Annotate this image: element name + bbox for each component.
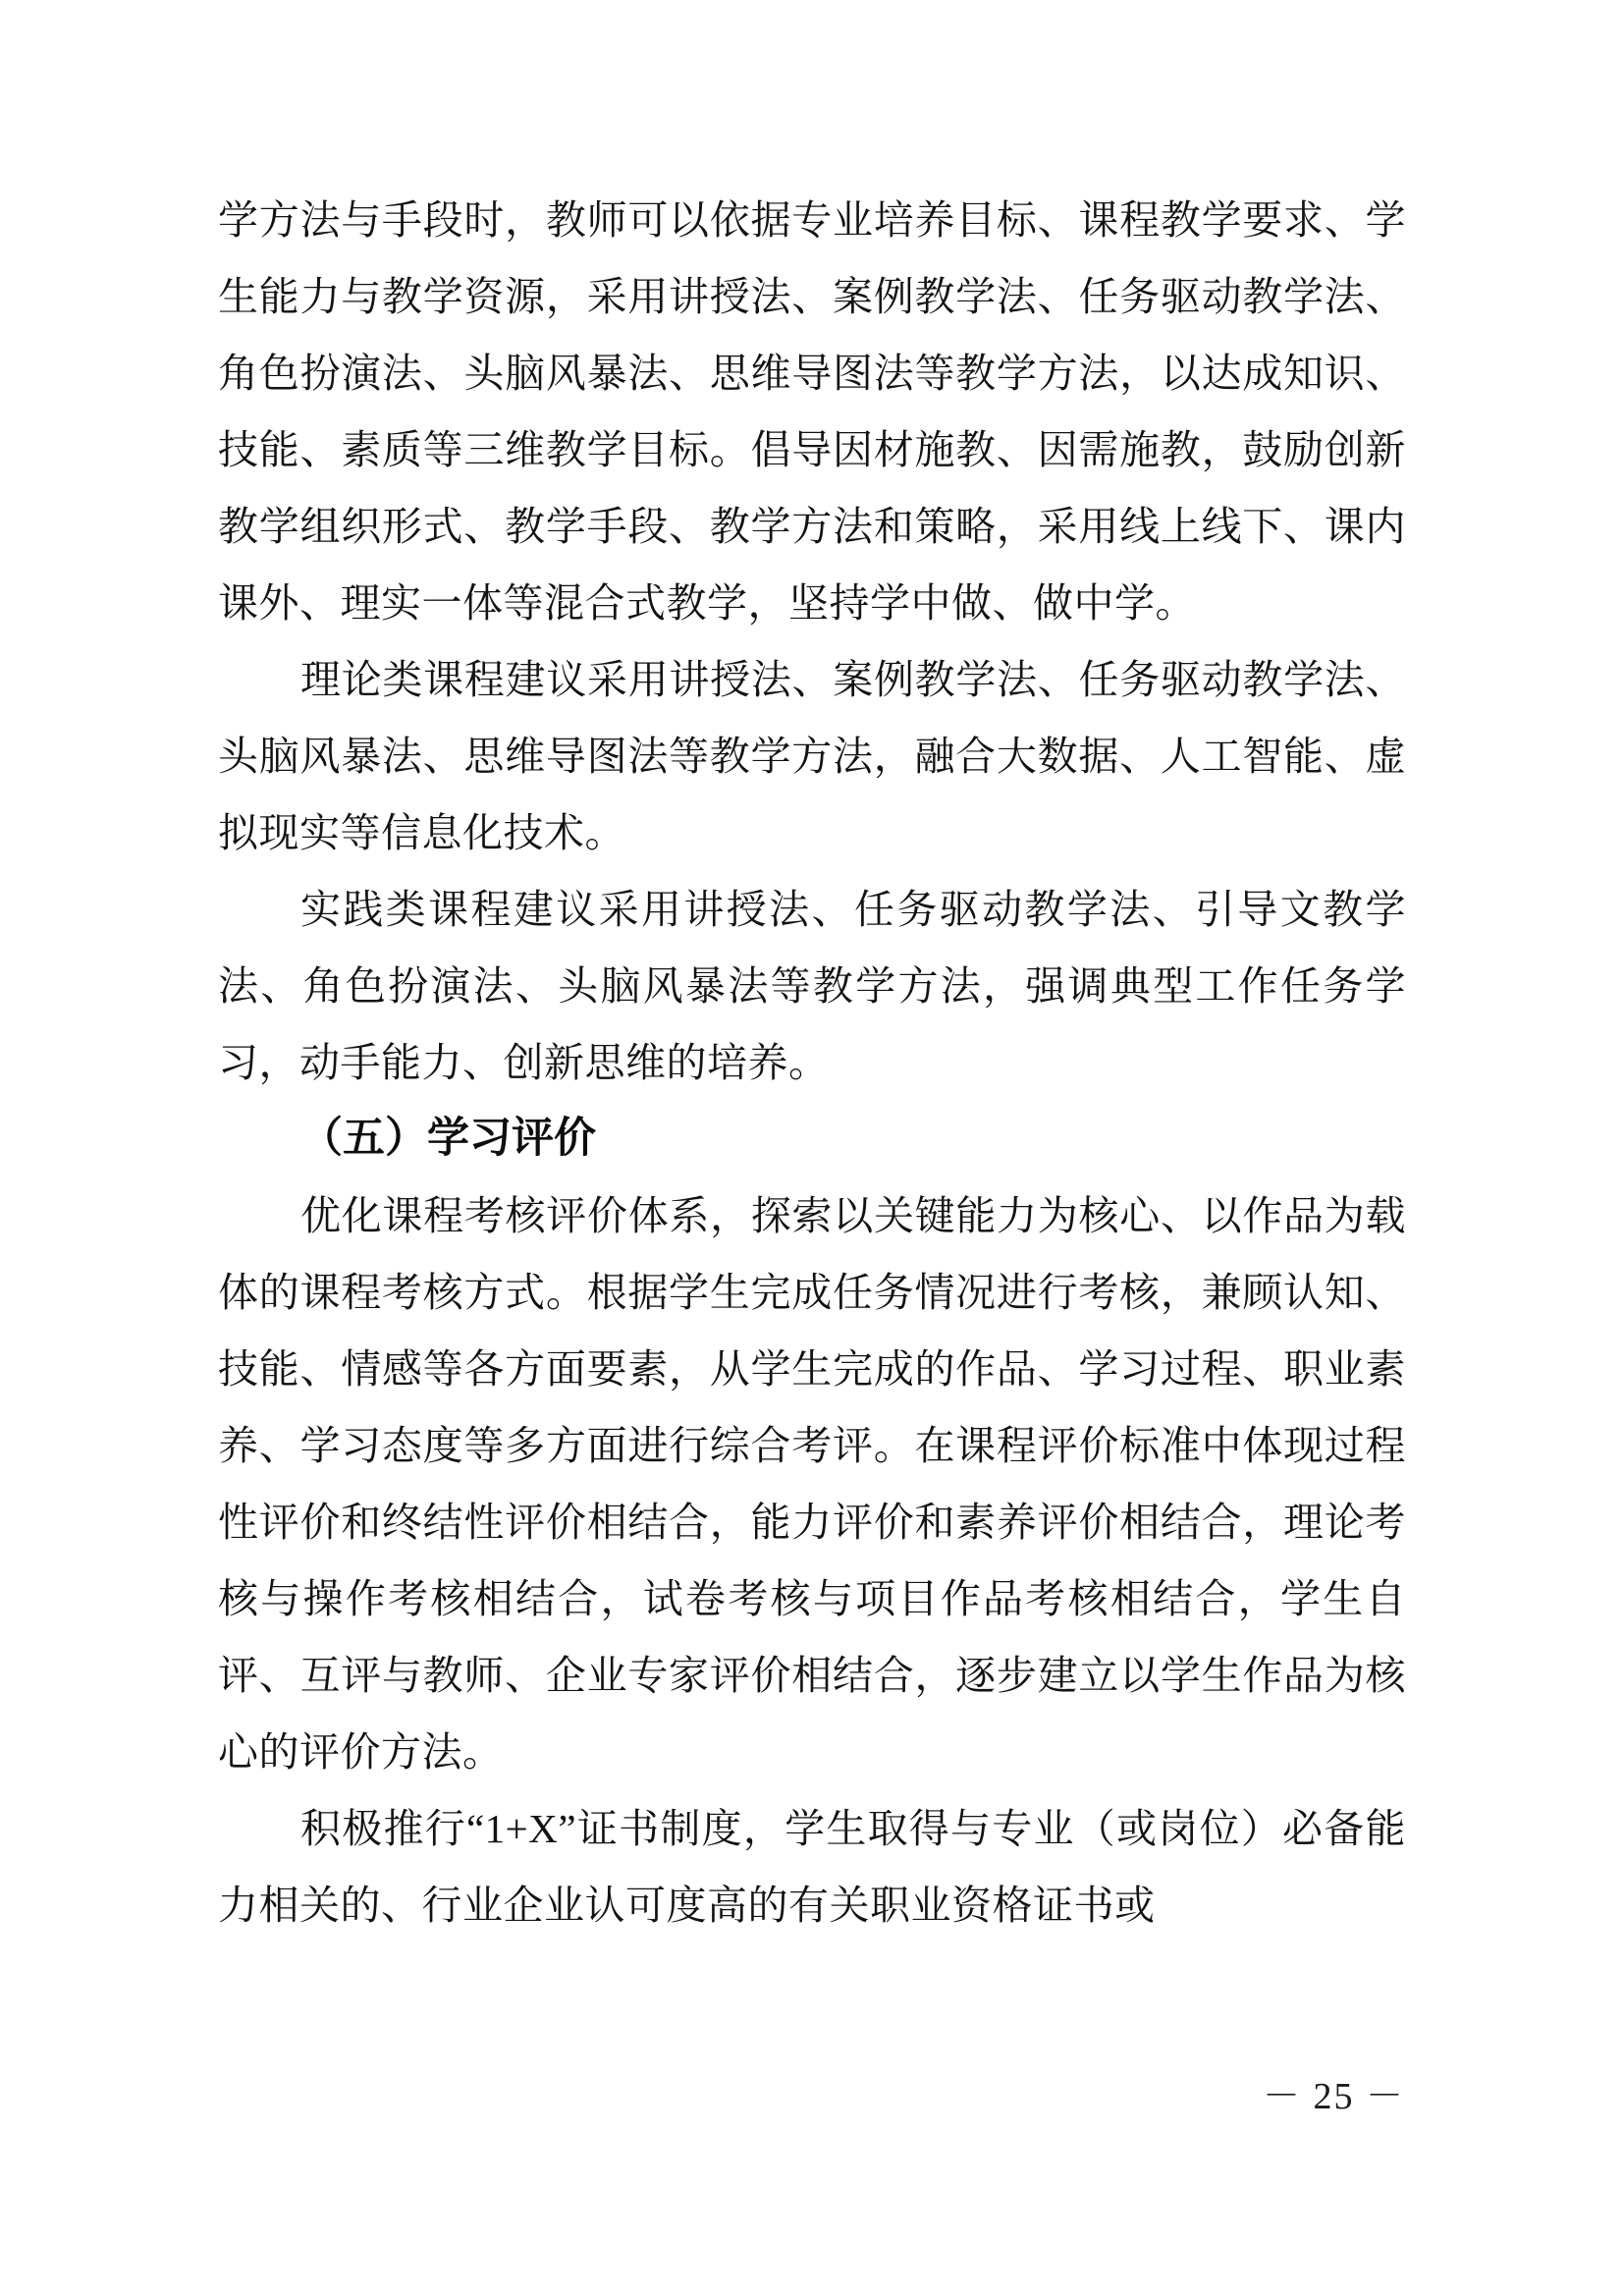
page-body: [218, 182, 1406, 1943]
paragraph-theory-courses: 理论类课程建议采用讲授法、案例教学法、任务驱动教学法、头脑风暴法、思维导图法等教学方法，融合大数据、人工智能、虚拟现实等信息化技术。: [218, 657, 1406, 855]
paragraph-certificate-system: 积极推行“1+X”证书制度，学生取得与专业（或岗位）必备能力相关的、行业企业认可度高的有关职业资格证书或: [218, 1806, 1406, 1928]
section-heading-learning-evaluation: （五）学习评价: [300, 1116, 596, 1162]
page-number: － 25 －: [1262, 2076, 1405, 2117]
paragraph-practice-courses: 实践类课程建议采用讲授法、任务驱动教学法、引导文教学法、角色扮演法、头脑风暴法等教学方法，强调典型工作任务学习，动手能力、创新思维的培养。: [218, 887, 1406, 1085]
paragraph-evaluation-system: 优化课程考核评价体系，探索以关键能力为核心、以作品为载体的课程考核方式。根据学生完成任务情况进行考核，兼顾认知、技能、情感等各方面要素，从学生完成的作品、学习过程、职业素养、学习态度等多方面进行综合考评。在课程评价标准中体现过程性评价和终结性评价相结合，能力评价和素养评价相结合，理论考核与操作考核相结合，试卷考核与项目作品考核相结合，学生自评、互评与教师、企业专家评价相结合，逐步建立以学生作品为核心的评价方法。: [218, 1193, 1406, 1775]
paragraph-teaching-methods: 学方法与手段时，教师可以依据专业培养目标、课程教学要求、学生能力与教学资源，采用讲授法、案例教学法、任务驱动教学法、角色扮演法、头脑风暴法、思维导图法等教学方法，以达成知识、技能、素质等三维教学目标。倡导因材施教、因需施教，鼓励创新教学组织形式、教学手段、教学方法和策略，采用线上线下、课内课外、理实一体等混合式教学，坚持学中做、做中学。: [218, 197, 1406, 626]
